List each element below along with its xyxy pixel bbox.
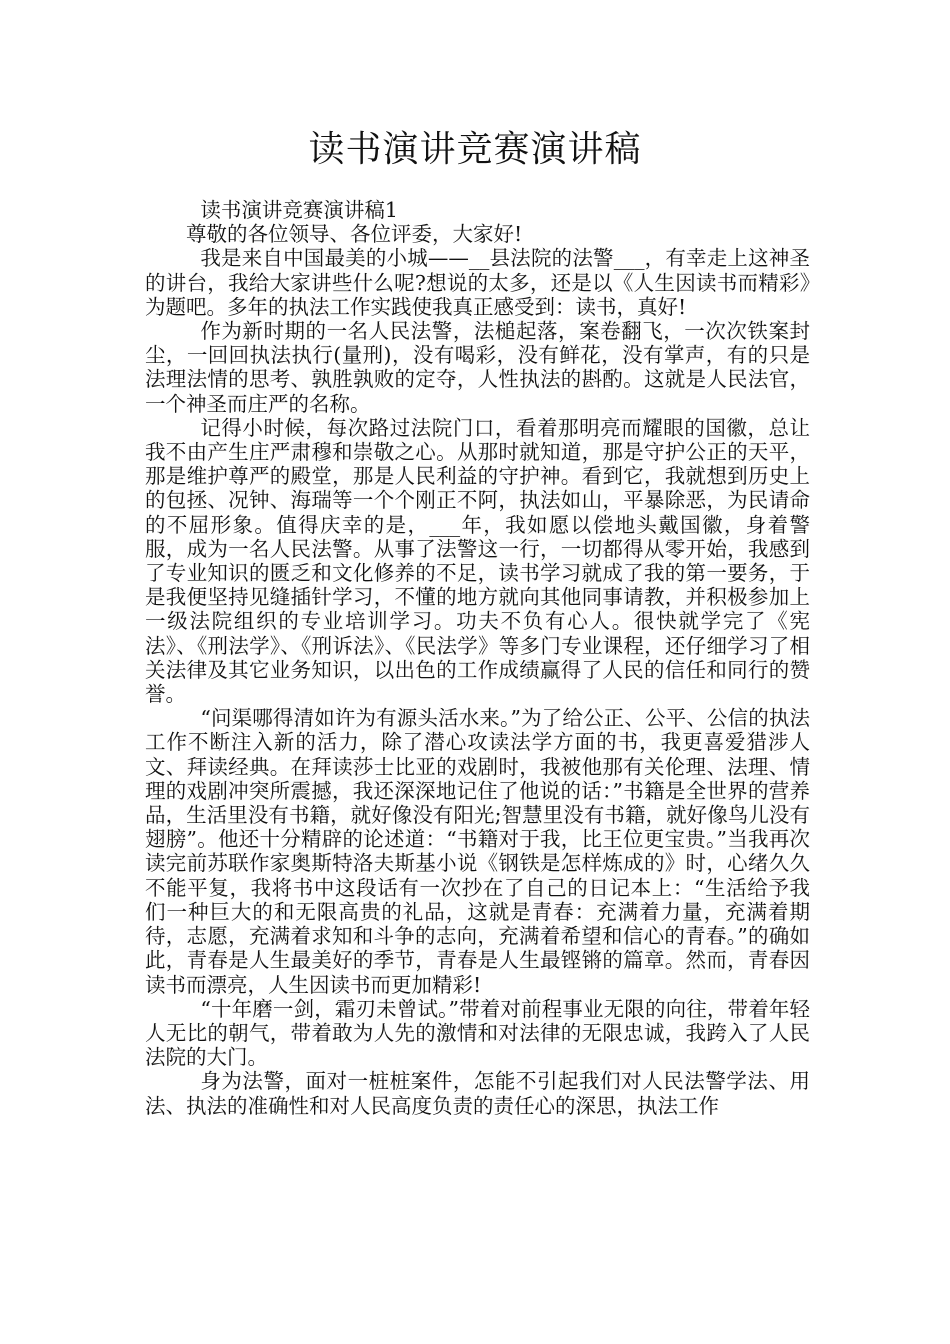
paragraph: 作为新时期的一名人民法警，法槌起落，案卷翻飞，一次次铁案封尘，一回回执法执行(量刑)，没有喝彩，没有鲜花，没有掌声，有的只是法理法情的思考、孰胜孰败的定夺，人性执法的斟酌。这就是人民法官，一个神圣而庄严的名称。: [145, 319, 810, 416]
paragraph: “十年磨一剑，霜刃未曾试。”带着对前程事业无限的向往，带着年轻人无比的朝气，带着敢为人先的激情和对法律的无限忠诚，我跨入了人民法院的大门。: [145, 996, 810, 1070]
paragraph: 尊敬的各位领导、各位评委，大家好!: [186, 222, 523, 247]
paragraph: 记得小时候，每次路过法院门口，看着那明亮而耀眼的国徽，总让我不由产生庄严肃穆和崇敬之心。从那时就知道，那是守护公正的天平，那是维护尊严的殿堂，那是人民利益的守护神。看到它，我就想到历史上的包拯、况钟、海瑞等一个个刚正不阿，执法如山，平暴除恶，为民请命的不屈形象。值得庆幸的是，___年，我如愿以偿地头戴国徽，身着警服，成为一名人民法警。从事了法警这一行，一切都得从零开始，我感到了专业知识的匮乏和文化修养的不足，读书学习就成了我的第一要务，于是我便坚持见缝插针学习，不懂的地方就向其他同事请教，并积极参加上一级法院组织的专业培训学习。功夫不负有心人。很快就学完了《宪法》、《刑法学》、《刑诉法》、《民法学》等多门专业课程，还仔细学习了相关法律及其它业务知识，以出色的工作成绩赢得了人民的信任和同行的赞誉。: [145, 415, 810, 707]
paragraph: 我是来自中国最美的小城——__县法院的法警___，有幸走上这神圣的讲台，我给大家讲些什么呢?想说的太多，还是以《人生因读书而精彩》为题吧。多年的执法工作实践使我真正感受到：读书，真好!: [145, 246, 810, 319]
document-title: 读书演讲竞赛演讲稿: [308, 129, 642, 170]
document-body: [145, 198, 810, 1118]
document-subtitle: 读书演讲竞赛演讲稿1: [200, 198, 398, 222]
paragraph: 身为法警，面对一桩桩案件，怎能不引起我们对人民法警学法、用法、执法的准确性和对人民高度负责的责任心的深思，执法工作: [145, 1069, 810, 1118]
paragraph: “问渠哪得清如许为有源头活水来。”为了给公正、公平、公信的执法工作不断注入新的活力，除了潜心攻读法学方面的书，我更喜爱猎涉人文、拜读经典。在拜读莎士比亚的戏剧时，我被他那有关伦理、法理、情理的戏剧冲突所震撼，我还深深地记住了他说的话：”书籍是全世界的营养品，生活里没有书籍，就好像没有阳光;智慧里没有书籍，就好像鸟儿没有翅膀”。他还十分精辟的论述道：“书籍对于我，比王位更宝贵。”当我再次读完前苏联作家奥斯特洛夫斯基小说《钢铁是怎样炼成的》时，心绪久久不能平复，我将书中这段话有一次抄在了自己的日记本上：“生活给予我们一种巨大的和无限高贵的礼品，这就是青春：充满着力量，充满着期待，志愿，充满着求知和斗争的志向，充满着希望和信心的青春。”的确如此，青春是人生最美好的季节，青春是人生最铿锵的篇章。然而，青春因读书而漂亮，人生因读书而更加精彩!: [145, 706, 810, 997]
